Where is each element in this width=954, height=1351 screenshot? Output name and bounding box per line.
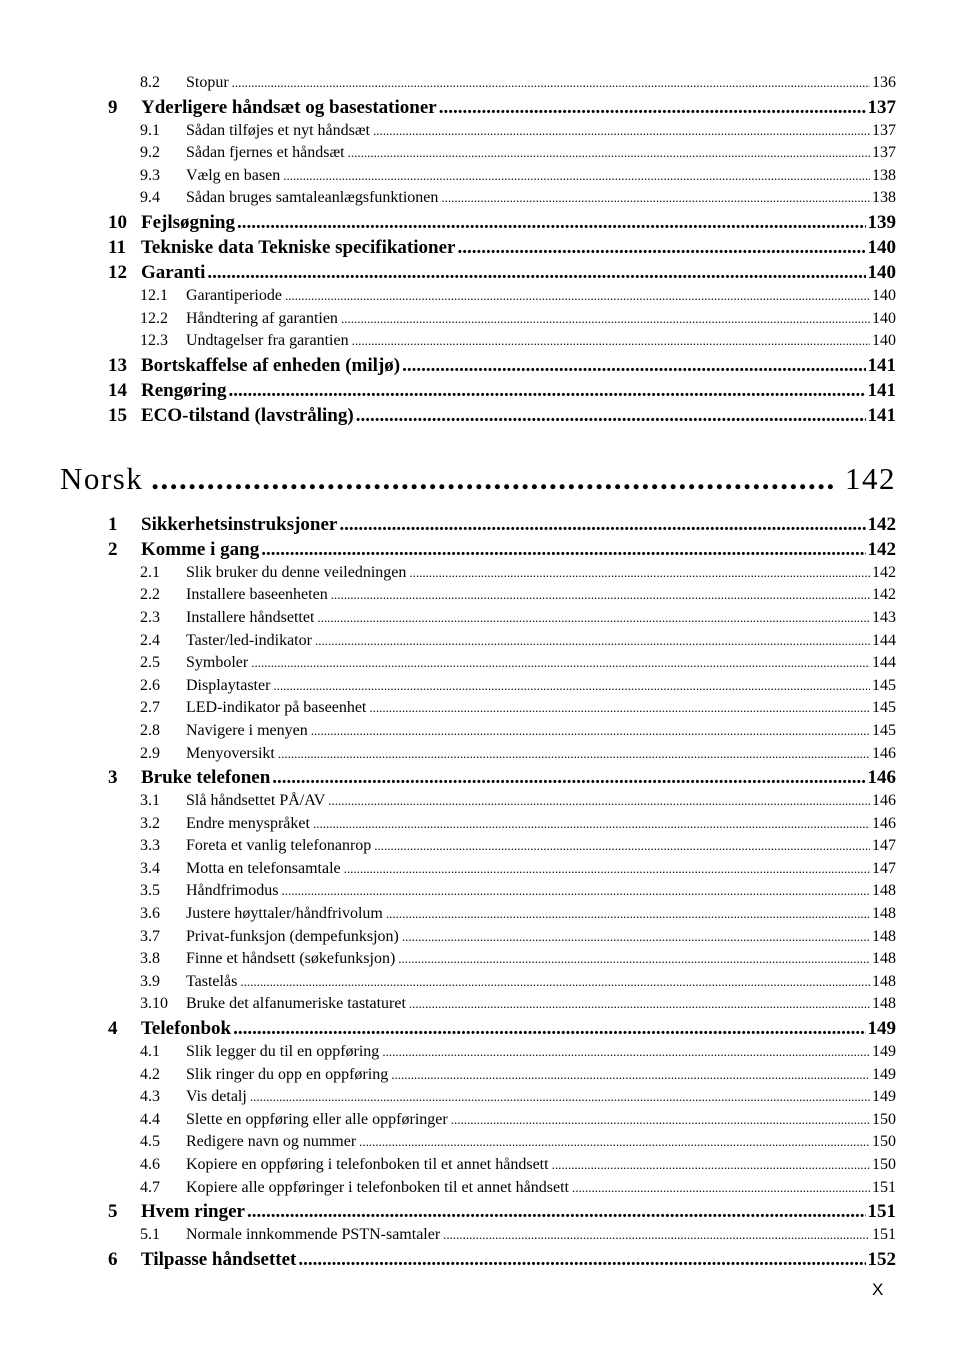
toc-subsection-entry[interactable] — [140, 880, 896, 903]
toc-subsection-entry[interactable] — [140, 607, 896, 630]
entry-title: Normale innkommende PSTN-samtaler — [186, 1226, 441, 1244]
dot-leader — [344, 858, 870, 881]
entry-page-number: 146 — [867, 767, 896, 789]
toc-subsection-entry[interactable] — [140, 813, 896, 836]
toc-subsection-entry[interactable] — [140, 1131, 896, 1154]
dot-leader — [317, 607, 870, 630]
entry-page-number: 149 — [872, 1065, 896, 1083]
dot-leader — [391, 1064, 870, 1087]
dot-leader — [339, 512, 865, 537]
entry-page-number: 140 — [872, 309, 896, 327]
entry-title: Slik bruker du denne veiledningen — [186, 563, 407, 581]
dot-leader — [278, 743, 870, 766]
toc-subsection-entry[interactable] — [140, 187, 896, 210]
dot-leader — [232, 72, 870, 95]
entry-title: Slik ringer du opp en oppføring — [186, 1065, 389, 1083]
dot-leader — [233, 1016, 865, 1041]
dot-leader — [457, 235, 865, 260]
entry-title: Undtagelser fra garantien — [186, 332, 349, 350]
entry-number: 3.4 — [140, 859, 160, 877]
toc-chapter-entry[interactable] — [108, 353, 896, 378]
dot-leader — [409, 993, 870, 1016]
entry-title: Yderligere håndsæt og basestationer — [141, 96, 437, 118]
entry-page-number: 142 — [872, 563, 896, 581]
entry-title: Installere håndsettet — [186, 608, 315, 626]
entry-title: Motta en telefonsamtale — [186, 859, 341, 877]
toc-chapter-entry[interactable] — [108, 235, 896, 260]
toc-subsection-entry[interactable] — [140, 835, 896, 858]
toc-subsection-entry[interactable] — [140, 1154, 896, 1177]
entry-page-number: 143 — [872, 608, 896, 626]
entry-title: Sådan tilføjes et nyt håndsæt — [186, 121, 370, 139]
entry-number: 6 — [108, 1248, 118, 1270]
entry-title: Navigere i menyen — [186, 721, 308, 739]
entry-page-number: 148 — [872, 927, 896, 945]
toc-subsection-entry[interactable] — [140, 743, 896, 766]
toc-subsection-entry[interactable] — [140, 630, 896, 653]
entry-number: 2.8 — [140, 721, 160, 739]
dot-leader — [373, 120, 870, 143]
toc-subsection-entry[interactable] — [140, 1086, 896, 1109]
toc-subsection-entry[interactable] — [140, 584, 896, 607]
dot-leader — [285, 285, 870, 308]
entry-page-number: 142 — [867, 538, 896, 560]
entry-page-number: 145 — [872, 721, 896, 739]
entry-title: Telefonbok — [141, 1018, 232, 1040]
dot-leader — [281, 880, 870, 903]
entry-page-number: 136 — [872, 74, 896, 91]
toc-subsection-entry[interactable] — [140, 285, 896, 308]
entry-title: Stopur — [186, 74, 229, 91]
entry-page-number: 138 — [872, 189, 896, 207]
entry-title: Fejlsøgning — [141, 211, 235, 233]
page-footer-label: X — [872, 1280, 884, 1299]
entry-number: 12.1 — [140, 286, 168, 304]
dot-leader — [352, 330, 870, 353]
toc-subsection-entry[interactable] — [140, 1041, 896, 1064]
entry-number: 9 — [108, 96, 118, 118]
dot-leader — [229, 378, 866, 403]
entry-number: 4.1 — [140, 1043, 160, 1061]
toc-subsection-entry[interactable] — [140, 72, 896, 95]
toc-subsection-entry[interactable] — [140, 1224, 896, 1247]
toc-subsection-entry[interactable] — [140, 120, 896, 143]
entry-number: 4.6 — [140, 1156, 160, 1173]
entry-number: 9.1 — [140, 121, 160, 139]
entry-title: Sådan fjernes et håndsæt — [186, 144, 345, 162]
toc-chapter-entry[interactable] — [108, 1016, 896, 1041]
dot-leader — [369, 697, 870, 720]
entry-title: Bortskaffelse af enheden (miljø) — [141, 354, 401, 376]
toc-subsection-entry[interactable] — [140, 308, 896, 331]
dot-leader — [552, 1154, 870, 1177]
entry-page-number: 150 — [872, 1156, 896, 1173]
toc-chapter-entry[interactable] — [108, 512, 896, 537]
entry-number: 2.6 — [140, 676, 160, 694]
entry-page-number: 144 — [872, 654, 896, 672]
toc-subsection-entry[interactable] — [140, 948, 896, 971]
entry-page-number: 141 — [867, 404, 896, 426]
entry-number: 12.3 — [140, 332, 168, 350]
entry-title: Tilpasse håndsettet — [141, 1248, 297, 1270]
entry-page-number: 137 — [867, 96, 896, 118]
entry-number: 9.4 — [140, 189, 160, 207]
dot-leader — [313, 813, 870, 836]
entry-page-number: 146 — [872, 744, 896, 762]
entry-number: 4.4 — [140, 1110, 160, 1128]
entry-number: 3 — [108, 767, 118, 789]
entry-number: 3.6 — [140, 905, 160, 923]
entry-number: 14 — [108, 379, 127, 401]
dot-leader — [261, 537, 865, 562]
entry-title: Privat-funksjon (dempefunksjon) — [186, 927, 399, 945]
dot-leader — [441, 187, 870, 210]
entry-title: Bruke telefonen — [141, 767, 271, 789]
entry-page-number: 140 — [872, 332, 896, 350]
entry-title: Endre menyspråket — [186, 814, 310, 832]
entry-number: 3.1 — [140, 792, 160, 810]
dot-leader — [409, 562, 870, 585]
entry-number: 10 — [108, 211, 127, 233]
entry-number: 2.4 — [140, 631, 160, 649]
entry-page-number: 151 — [872, 1178, 896, 1196]
entry-title: Sådan bruges samtaleanlægsfunktionen — [186, 189, 439, 207]
entry-title: Slå håndsettet PÅ/AV — [186, 792, 326, 810]
dot-leader — [331, 584, 870, 607]
toc-subsection-entry[interactable] — [140, 562, 896, 585]
entry-number: 8.2 — [140, 74, 160, 91]
toc-chapter-entry[interactable] — [108, 378, 896, 403]
entry-page-number: 138 — [872, 166, 896, 184]
entry-number: 2.2 — [140, 586, 160, 604]
table-of-contents — [0, 72, 954, 1272]
entry-page-number: 139 — [867, 211, 896, 233]
entry-number: 11 — [108, 236, 126, 258]
entry-page-number: 141 — [867, 379, 896, 401]
entry-number: 2.9 — [140, 744, 160, 762]
entry-page-number: 148 — [872, 905, 896, 923]
entry-page-number: 141 — [867, 354, 896, 376]
dot-leader — [247, 1199, 866, 1224]
entry-title: Vælg en basen — [186, 166, 281, 184]
toc-subsection-entry[interactable] — [140, 926, 896, 949]
entry-title: Tastelås — [186, 972, 238, 990]
entry-number: 5 — [108, 1201, 118, 1223]
toc-group-danish — [0, 72, 954, 428]
entry-number: 3.9 — [140, 972, 160, 990]
dot-leader — [237, 210, 866, 235]
toc-subsection-entry[interactable] — [140, 1064, 896, 1087]
dot-leader — [283, 165, 870, 188]
entry-number: 9.3 — [140, 166, 160, 184]
entry-title: Justere høyttaler/håndfrivolum — [186, 905, 383, 923]
entry-page-number: 146 — [872, 814, 896, 832]
dot-leader — [386, 903, 870, 926]
entry-page-number: 142 — [872, 586, 896, 604]
dot-leader — [251, 652, 870, 675]
dot-leader — [348, 142, 870, 165]
entry-page-number: 140 — [867, 236, 896, 258]
section-title: Norsk — [60, 460, 144, 496]
entry-page-number: 145 — [872, 676, 896, 694]
dot-leader — [451, 1109, 870, 1132]
toc-chapter-entry[interactable] — [108, 403, 896, 428]
dot-leader — [359, 1131, 870, 1154]
toc-subsection-entry[interactable] — [140, 790, 896, 813]
entry-page-number: 149 — [872, 1043, 896, 1061]
entry-number: 2.3 — [140, 608, 160, 626]
toc-subsection-entry[interactable] — [140, 1109, 896, 1132]
entry-page-number: 140 — [867, 261, 896, 283]
entry-title: Rengøring — [141, 379, 227, 401]
toc-chapter-entry[interactable] — [108, 95, 896, 120]
entry-title: Håndtering af garantien — [186, 309, 338, 327]
entry-number: 3.10 — [140, 995, 168, 1013]
entry-page-number: 145 — [872, 699, 896, 717]
entry-number: 2.7 — [140, 699, 160, 717]
entry-page-number: 149 — [867, 1018, 896, 1040]
dot-leader — [341, 308, 870, 331]
entry-number: 2.1 — [140, 563, 160, 581]
entry-page-number: 140 — [872, 286, 896, 304]
toc-chapter-entry[interactable] — [108, 1247, 896, 1272]
toc-subsection-entry[interactable] — [140, 697, 896, 720]
entry-number: 3.3 — [140, 837, 160, 855]
entry-number: 1 — [108, 513, 118, 535]
toc-subsection-entry[interactable] — [140, 330, 896, 353]
entry-number: 2 — [108, 538, 118, 560]
entry-title: Garantiperiode — [186, 286, 282, 304]
entry-page-number: 149 — [872, 1088, 896, 1106]
dot-leader — [402, 926, 870, 949]
dot-leader — [402, 353, 865, 378]
entry-title: Redigere navn og nummer — [186, 1133, 357, 1151]
entry-title: Slette en oppføring eller alle oppføringer — [186, 1110, 448, 1128]
entry-title: Komme i gang — [141, 538, 260, 560]
dot-leader — [439, 95, 866, 120]
entry-title: Vis detalj — [186, 1088, 247, 1106]
entry-number: 2.5 — [140, 654, 160, 672]
toc-subsection-entry[interactable] — [140, 652, 896, 675]
section-heading-norsk[interactable] — [60, 446, 896, 512]
entry-page-number: 151 — [867, 1201, 896, 1223]
entry-page-number: 148 — [872, 972, 896, 990]
entry-number: 12.2 — [140, 309, 168, 327]
toc-chapter-entry[interactable] — [108, 765, 896, 790]
entry-number: 4.5 — [140, 1133, 160, 1151]
toc-subsection-entry[interactable] — [140, 993, 896, 1016]
entry-page-number: 151 — [872, 1226, 896, 1244]
entry-number: 3.7 — [140, 927, 160, 945]
dot-leader — [273, 675, 870, 698]
dot-leader — [207, 260, 865, 285]
toc-subsection-entry[interactable] — [140, 1177, 896, 1200]
dot-leader — [443, 1224, 870, 1247]
dot-leader — [328, 790, 870, 813]
entry-number: 9.2 — [140, 144, 160, 162]
dot-leader — [572, 1177, 870, 1200]
dot-leader — [398, 948, 870, 971]
entry-number: 5.1 — [140, 1226, 160, 1244]
entry-number: 4.3 — [140, 1088, 160, 1106]
toc-subsection-entry[interactable] — [140, 858, 896, 881]
dot-leader — [356, 403, 866, 428]
toc-chapter-entry[interactable] — [108, 210, 896, 235]
entry-title: Kopiere en oppføring i telefonboken til et annet håndsett — [186, 1156, 549, 1173]
dot-leader — [311, 720, 870, 743]
entry-number: 15 — [108, 404, 127, 426]
toc-chapter-entry[interactable] — [108, 537, 896, 562]
entry-page-number: 147 — [872, 837, 896, 855]
entry-number: 3.5 — [140, 882, 160, 900]
entry-title: Displaytaster — [186, 676, 271, 694]
entry-number: 3.8 — [140, 950, 160, 968]
entry-number: 4 — [108, 1018, 118, 1040]
entry-title: Håndfrimodus — [186, 882, 279, 900]
entry-page-number: 137 — [872, 121, 896, 139]
entry-title: Foreta et vanlig telefonanrop — [186, 837, 372, 855]
entry-title: Bruke det alfanumeriske tastaturet — [186, 995, 406, 1013]
entry-number: 3.2 — [140, 814, 160, 832]
entry-page-number: 150 — [872, 1133, 896, 1151]
dot-leader — [298, 1247, 865, 1272]
entry-title: Garanti — [141, 261, 206, 283]
entry-title: Menyoversikt — [186, 744, 275, 762]
entry-page-number: 137 — [872, 144, 896, 162]
entry-number: 13 — [108, 354, 127, 376]
dot-leader — [240, 971, 870, 994]
dot-leader — [374, 835, 870, 858]
toc-chapter-entry[interactable] — [108, 260, 896, 285]
entry-title: Slik legger du til en oppføring — [186, 1043, 380, 1061]
entry-page-number: 148 — [872, 995, 896, 1013]
toc-subsection-entry[interactable] — [140, 165, 896, 188]
toc-subsection-entry[interactable] — [140, 903, 896, 926]
toc-group-norwegian — [0, 512, 954, 1272]
toc-subsection-entry[interactable] — [140, 720, 896, 743]
entry-number: 4.2 — [140, 1065, 160, 1083]
dot-leader — [315, 630, 870, 653]
entry-title: Kopiere alle oppføringer i telefonboken til et annet håndsett — [186, 1178, 569, 1196]
dot-leader — [382, 1041, 870, 1064]
dot-leader — [151, 461, 837, 497]
entry-title: Tekniske data Tekniske specifikationer — [141, 236, 456, 258]
entry-title: Hvem ringer — [141, 1201, 245, 1223]
entry-title: Taster/led-indikator — [186, 631, 312, 649]
entry-page-number: 148 — [872, 950, 896, 968]
section-page-number: 142 — [845, 460, 896, 496]
toc-chapter-entry[interactable] — [108, 1199, 896, 1224]
entry-page-number: 142 — [867, 513, 896, 535]
entry-page-number: 147 — [872, 859, 896, 877]
entry-title: Finne et håndsett (søkefunksjon) — [186, 950, 396, 968]
entry-page-number: 148 — [872, 882, 896, 900]
entry-title: Sikkerhetsinstruksjoner — [141, 513, 338, 535]
entry-title: ECO-tilstand (lavstråling) — [141, 404, 354, 426]
entry-page-number: 146 — [872, 792, 896, 810]
entry-page-number: 150 — [872, 1110, 896, 1128]
entry-number: 4.7 — [140, 1178, 160, 1196]
toc-subsection-entry[interactable] — [140, 142, 896, 165]
entry-number: 12 — [108, 261, 127, 283]
toc-subsection-entry[interactable] — [140, 675, 896, 698]
entry-title: Installere baseenheten — [186, 586, 328, 604]
entry-title: LED-indikator på baseenhet — [186, 699, 367, 717]
toc-subsection-entry[interactable] — [140, 971, 896, 994]
entry-title: Symboler — [186, 654, 249, 672]
dot-leader — [272, 765, 865, 790]
entry-page-number: 144 — [872, 631, 896, 649]
entry-page-number: 152 — [867, 1248, 896, 1270]
dot-leader — [250, 1086, 870, 1109]
